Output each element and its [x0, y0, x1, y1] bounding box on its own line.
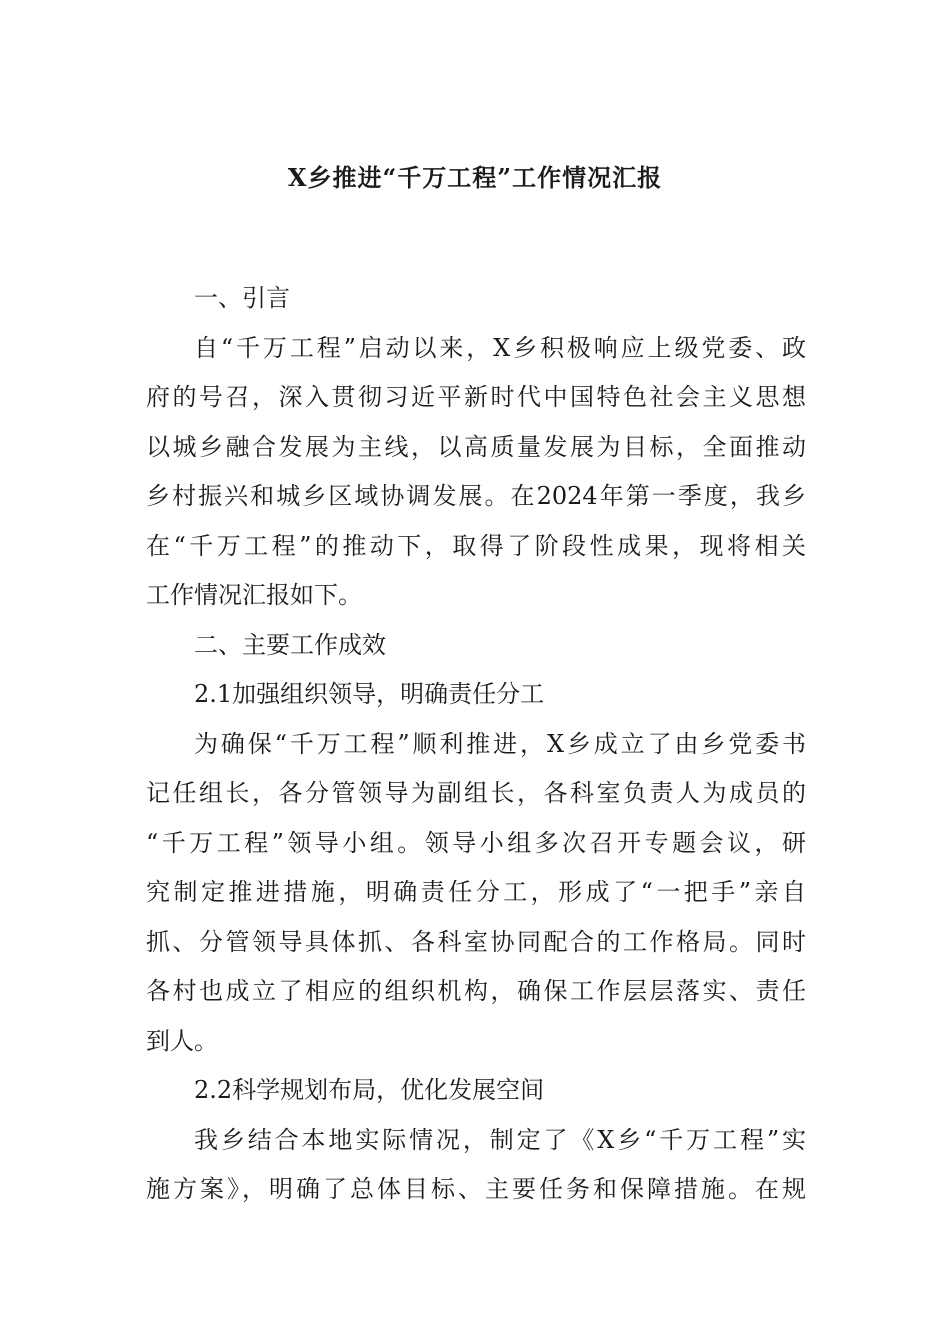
document-title: X乡推进“千万工程”工作情况汇报: [287, 163, 663, 192]
text-line: 乡村振兴和城乡区域协调发展。在2024年第一季度，我乡: [146, 482, 806, 510]
text-line: 各村也成立了相应的组织机构，确保工作层层落实、责任: [146, 977, 806, 1005]
text-line: 我乡结合本地实际情况，制定了《X乡“千万工程”实: [194, 1125, 806, 1154]
text-line: “千万工程”领导小组。领导小组多次召开专题会议，研: [146, 828, 806, 857]
text-line: 在“千万工程”的推动下，取得了阶段性成果，现将相关: [146, 531, 806, 560]
text-line: 以城乡融合发展为主线，以高质量发展为目标，全面推动: [146, 432, 806, 461]
text-line: 工作情况汇报如下。: [146, 581, 362, 609]
text-line: 2.2科学规划布局，优化发展空间: [194, 1076, 545, 1104]
text-line: 究制定推进措施，明确责任分工，形成了“一把手”亲自: [146, 878, 806, 906]
text-line: 施方案》，明确了总体目标、主要任务和保障措施。在规: [146, 1175, 806, 1203]
text-line: 二、主要工作成效: [194, 630, 386, 659]
text-line: 2.1加强组织领导，明确责任分工: [194, 680, 545, 708]
text-line: 府的号召，深入贯彻习近平新时代中国特色社会主义思想: [146, 383, 806, 411]
document-body: [146, 274, 806, 1215]
text-line: 一、引言: [194, 284, 290, 312]
text-line: 为确保“千万工程”顺利推进，X乡成立了由乡党委书: [194, 729, 806, 758]
text-line: 记任组长，各分管领导为副组长，各科室负责人为成员的: [146, 779, 806, 807]
text-line: 到人。: [146, 1026, 218, 1055]
text-line: 自“千万工程”启动以来，X乡积极响应上级党委、政: [194, 333, 806, 362]
text-line: 抓、分管领导具体抓、各科室协同配合的工作格局。同时: [146, 927, 806, 956]
